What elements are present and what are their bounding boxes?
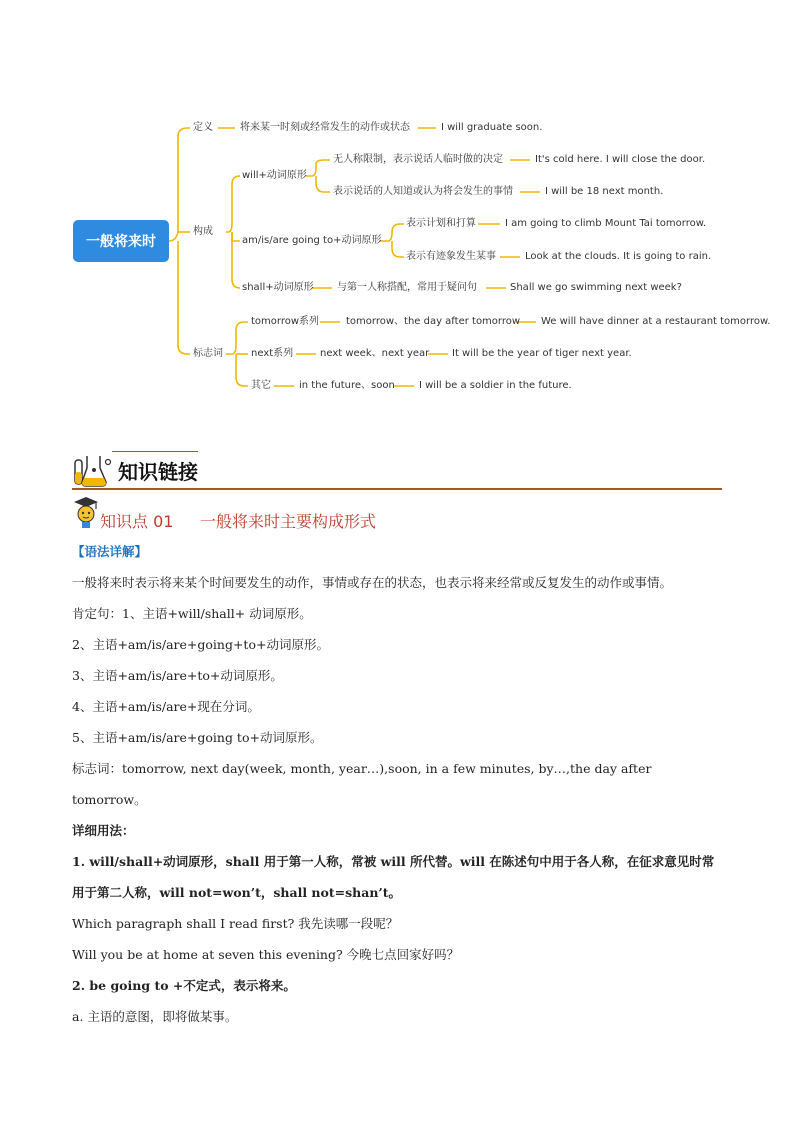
mind-map-root: 一般将来时 bbox=[73, 220, 169, 262]
node-marker-3-example: I will be a soldier in the future. bbox=[419, 380, 572, 391]
marker-words: 标志词：tomorrow, next day(week, month, year…),soon, in a few minutes, by…,the day after tomorrow。 bbox=[72, 761, 652, 807]
node-going: am/is/are going to+动词原形 bbox=[242, 235, 382, 246]
knowledge-point-title: 一般将来时主要构成形式 bbox=[200, 512, 377, 531]
node-definition: 定义 bbox=[193, 122, 213, 133]
section-heading bbox=[72, 448, 722, 490]
example-1: Which paragraph shall I read first? 我先读哪一段呢？ bbox=[72, 916, 399, 931]
form-5: 5、主语+am/is/are+going to+动词原形。 bbox=[72, 730, 323, 745]
form-1: 肯定句：1、主语+will/shall+ 动词原形。 bbox=[72, 606, 312, 621]
node-will-item-2: 表示说话的人知道或认为将会发生的事情 bbox=[333, 186, 513, 197]
node-definition-text: 将来某一时刻或经常发生的动作或状态 bbox=[240, 122, 410, 133]
node-composition: 构成 bbox=[193, 226, 213, 237]
knowledge-point-number: 知识点 01 bbox=[100, 512, 174, 531]
usage-2: 2. be going to +不定式，表示将来。 bbox=[72, 978, 296, 993]
node-definition-example: I will graduate soon. bbox=[441, 122, 543, 133]
intro-paragraph: 一般将来时表示将来某个时间要发生的动作，事情或存在的状态，也表示将来经常或反复发生的动作或事情。 bbox=[72, 575, 673, 590]
flask-icon bbox=[72, 450, 112, 488]
usage-1: 1. will/shall+动词原形，shall 用于第一人称，常被 will 所代替。will 在陈述句中用于各人称，在征求意见时常用于第二人称，will not=won’t，shall not=shan’t。 bbox=[72, 854, 715, 900]
node-marker-3-text: in the future、soon bbox=[299, 380, 395, 391]
usage-2a: a. 主语的意图，即将做某事。 bbox=[72, 1009, 238, 1024]
node-shall-example: Shall we go swimming next week? bbox=[510, 282, 682, 293]
node-marker-3: 其它 bbox=[251, 380, 271, 391]
node-going-item-2: 表示有迹象发生某事 bbox=[406, 251, 496, 262]
node-going-example-2: Look at the clouds. It is going to rain. bbox=[525, 251, 712, 262]
node-shall-text: 与第一人称搭配，常用于疑问句 bbox=[337, 282, 477, 293]
node-will-example-2: I will be 18 next month. bbox=[545, 186, 664, 197]
node-marker-1: tomorrow系列 bbox=[251, 316, 320, 327]
knowledge-point-heading bbox=[72, 495, 722, 531]
graduate-icon bbox=[72, 495, 100, 529]
node-markers: 标志词 bbox=[193, 348, 223, 359]
node-will-item-1: 无人称限制，表示说话人临时做的决定 bbox=[333, 154, 503, 165]
mind-map bbox=[0, 0, 794, 420]
node-will-example-1: It's cold here. I will close the door. bbox=[535, 154, 706, 165]
node-going-example-1: I am going to climb Mount Tai tomorrow. bbox=[505, 218, 707, 229]
node-marker-2: next系列 bbox=[251, 348, 294, 359]
usage-heading: 详细用法： bbox=[72, 823, 135, 838]
example-2: Will you be at home at seven this evening? 今晚七点回家好吗？ bbox=[72, 947, 460, 962]
node-marker-1-text: tomorrow、the day after tomorrow bbox=[346, 316, 521, 327]
node-marker-1-example: We will have dinner at a restaurant tomorrow. bbox=[541, 316, 771, 327]
heading-top-rule bbox=[112, 451, 198, 452]
grammar-tag: 【语法详解】 bbox=[72, 544, 148, 559]
node-marker-2-example: It will be the year of tiger next year. bbox=[452, 348, 632, 359]
form-2: 2、主语+am/is/are+going+to+动词原形。 bbox=[72, 637, 329, 652]
node-will: will+动词原形 bbox=[242, 170, 307, 181]
node-shall: shall+动词原形 bbox=[242, 282, 314, 293]
heading-rule bbox=[72, 488, 722, 490]
form-3: 3、主语+am/is/are+to+动词原形。 bbox=[72, 668, 283, 683]
content-body bbox=[72, 536, 724, 1032]
node-going-item-1: 表示计划和打算 bbox=[406, 218, 476, 229]
node-marker-2-text: next week、next year bbox=[320, 348, 430, 359]
form-4: 4、主语+am/is/are+现在分词。 bbox=[72, 699, 260, 714]
section-title: 知识链接 bbox=[118, 460, 198, 484]
